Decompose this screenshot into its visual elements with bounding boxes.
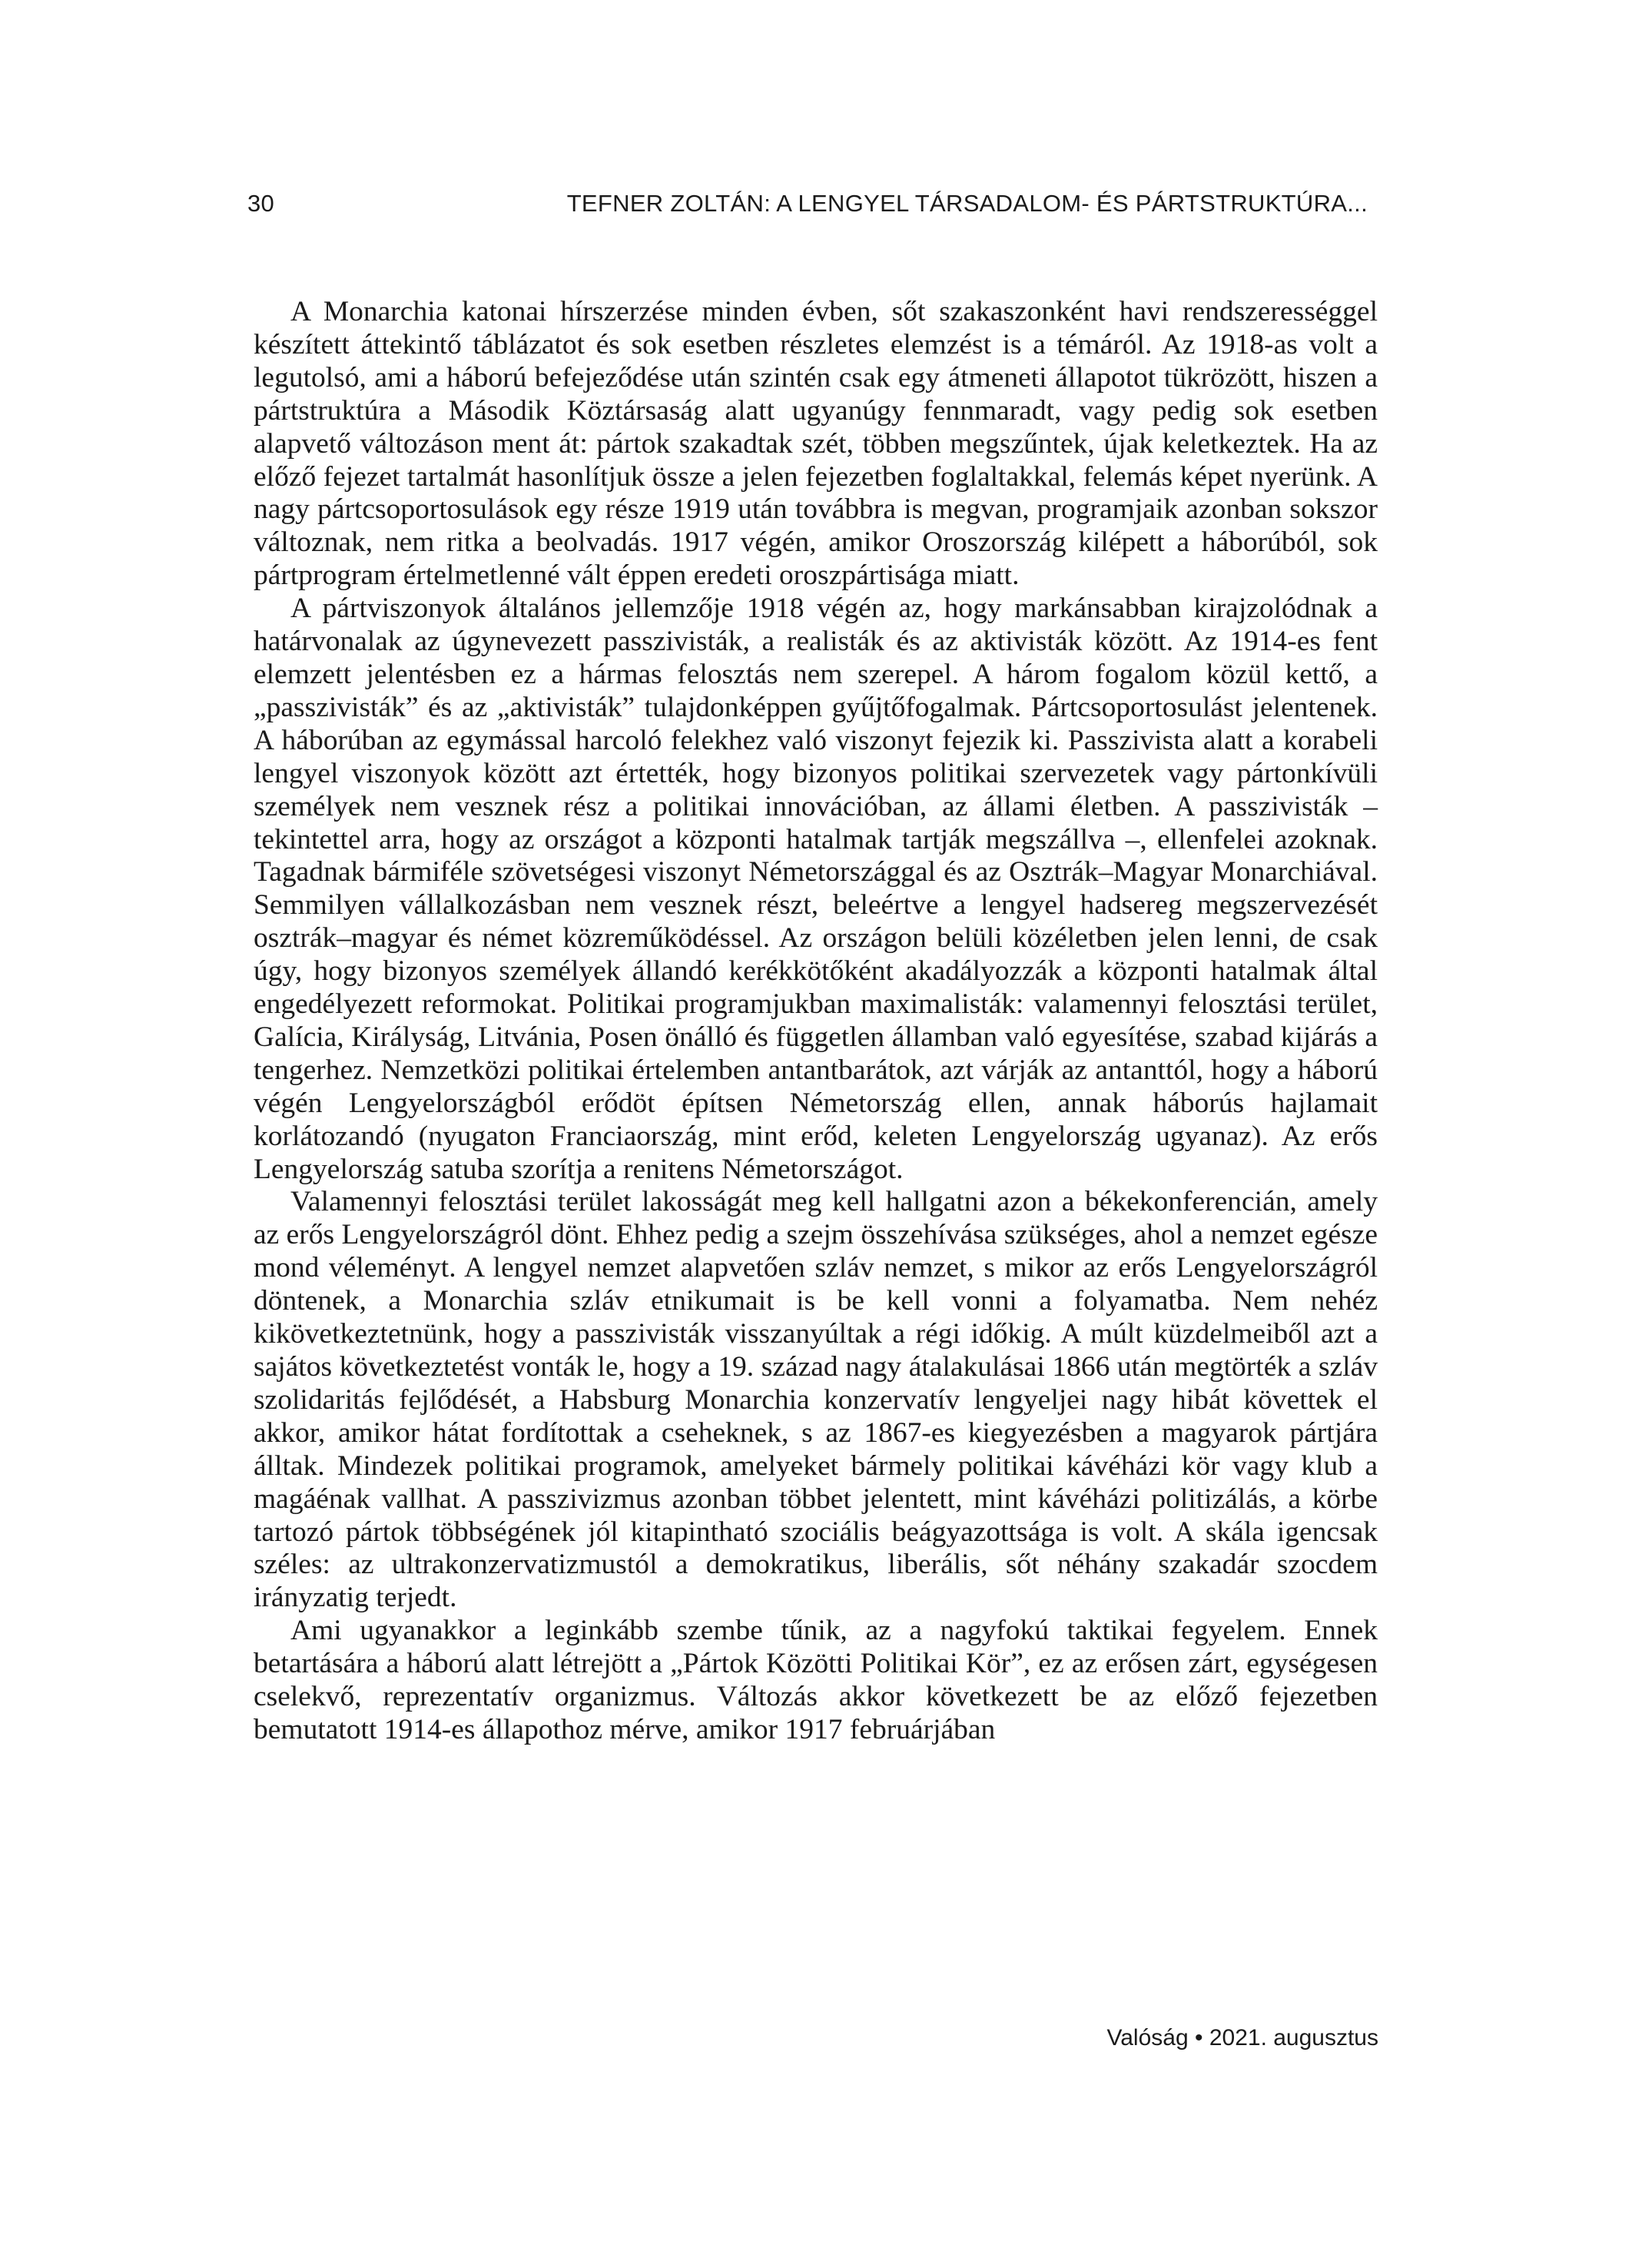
article-body (254, 296, 1378, 1747)
running-title: TEFNER ZOLTÁN: A LENGYEL TÁRSADALOM- ÉS PÁRTSTRUKTÚRA... (566, 190, 1368, 217)
running-header (247, 188, 1378, 219)
page-number: 30 (247, 190, 275, 217)
running-footer: Valóság • 2021. augusztus (1106, 2025, 1378, 2050)
body-paragraph: A Monarchia katonai hírszerzése minden évben, sőt szakaszonként havi rendszerességgel készített áttekintő táblázatot és sok esetben részletes elemzést is a témáról. Az 1918-as volt a legutolsó, ami a háború befejeződése után szintén csak egy átmeneti állapotot tükrözött, hiszen a pártstruktúra a Második Köztársaság alatt ugyanúgy fennmaradt, vagy pedig sok esetben alapvető változáson ment át: pártok szakadtak szét, többen megszűntek, újak keletkeztek. Ha az előző fejezet tartalmát hasonlítjuk össze a jelen fejezetben foglaltakkal, felemás képet nyerünk. A nagy pártcsoportosulások egy része 1919 után továbbra is megvan, programjaik azonban sokszor változnak, nem ritka a beolvadás. 1917 végén, amikor Oroszország kilépett a háborúból, sok pártprogram értelmetlenné vált éppen eredeti oroszpártisága miatt. (254, 296, 1378, 592)
body-paragraph: Ami ugyanakkor a leginkább szembe tűnik, az a nagyfokú taktikai fegyelem. Ennek betartására a háború alatt létrejött a „Pártok Közötti Politikai Kör”, ez az erősen zárt, egységesen cselekvő, reprezentatív organizmus. Változás akkor következett be az előző fejezetben bemutatott 1914-es állapothoz mérve, amikor 1917 februárjában (254, 1615, 1378, 1745)
body-paragraph: Valamennyi felosztási terület lakosságát meg kell hallgatni azon a békekonferencián, amely az erős Lengyelországról dönt. Ehhez pedig a szejm összehívása szükséges, ahol a nemzet egésze mond véleményt. A lengyel nemzet alapvetően szláv nemzet, s mikor az erős Lengyelországról döntenek, a Monarchia szláv etnikumait is be kell vonni a folyamatba. Nem nehéz kikövetkeztetnünk, hogy a passzivisták visszanyúltak a régi időkig. A múlt küzdelmeiből azt a sajátos következtetést vonták le, hogy a 19. század nagy átalakulásai 1866 után megtörték a szláv szolidaritás fejlődését, a Habsburg Monarchia konzervatív lengyeljei nagy hibát követtek el akkor, amikor hátat fordítottak a cseheknek, s az 1867-es kiegyezésben a magyarok pártjára álltak. Mindezek politikai programok, amelyeket bármely politikai kávéházi kör vagy klub a magáénak vallhat. A passzivizmus azonban többet jelentett, mint kávéházi politizálás, a körbe tartozó pártok többségének jól kitapintható szociális beágyazottsága is volt. A skála igencsak széles: az ultrakonzervatizmustól a demokratikus, liberális, sőt néhány szakadár szocdem irányzatig terjedt. (254, 1186, 1378, 1614)
body-paragraph: A pártviszonyok általános jellemzője 1918 végén az, hogy markánsabban kirajzolódnak a határvonalak az úgynevezett passzivisták, a realisták és az aktivisták között. Az 1914-es fent elemzett jelentésben ez a hármas felosztás nem szerepel. A három fogalom közül kettő, a „passzivisták” és az „aktivisták” tulajdonképpen gyűjtőfogalmak. Pártcsoportosulást jelentenek. A háborúban az egymással harcoló felekhez való viszonyt fejezik ki. Passzivista alatt a korabeli lengyel viszonyok között azt értették, hogy bizonyos politikai szervezetek vagy pártonkívüli személyek nem vesznek rész a politikai innovációban, az állami életben. A passzivisták – tekintettel arra, hogy az országot a központi hatalmak tartják megszállva –, ellenfelei azoknak. Tagadnak bármiféle szövetségesi viszonyt Németországgal és az Osztrák–Magyar Monarchiával. Semmilyen vállalkozásban nem vesznek részt, beleértve a lengyel hadsereg megszervezését osztrák–magyar és német közreműködéssel. Az országon belüli közéletben jelen lenni, de csak úgy, hogy bizonyos személyek állandó kerékkötőként akadályozzák a központi hatalmak által engedélyezett reformokat. Politikai programjukban maximalisták: valamennyi felosztási terület, Galícia, Királyság, Litvánia, Posen önálló és független államban való egyesítése, szabad kijárás a tengerhez. Nemzetközi politikai értelemben antantbarátok, azt várják az antanttól, hogy a háború végén Lengyelországból erődöt építsen Németország ellen, annak háborús hajlamait korlátozandó (nyugaton Franciaország, mint erőd, keleten Lengyelország ugyanaz). Az erős Lengyelország satuba szorítja a renitens Németországot. (254, 593, 1378, 1185)
